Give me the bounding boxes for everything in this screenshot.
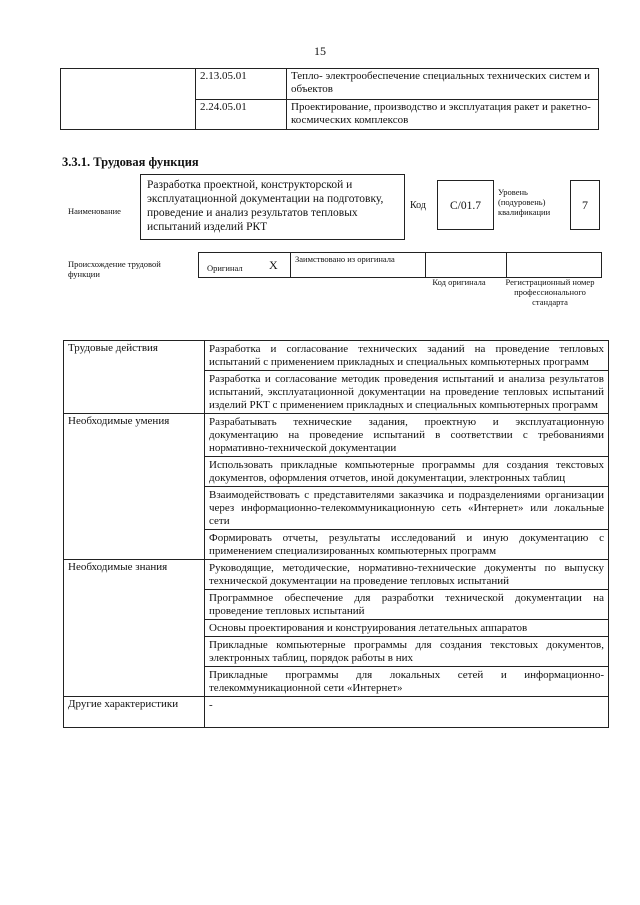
divider	[290, 253, 291, 277]
origin-box	[198, 252, 602, 278]
detail-item: Использовать прикладные компьютерные программы для создания текстовых документов, оформления отчетов, иной документации, электронных таблиц	[205, 457, 609, 487]
code-original-caption: Код оригинала	[432, 277, 486, 287]
registration-caption: Регистрационный номер профессионального стандарта	[505, 277, 595, 307]
detail-item: Разрабатывать технические задания, проектную и эксплуатационную документацию на проведение испытаний в соответствии с требованиями нормативно-технической документации	[205, 414, 609, 457]
table-row	[64, 341, 609, 371]
row-label: Необходимые умения	[64, 414, 205, 560]
detail-item: Программное обеспечение для разработки технической документации на проведение тепловых испытаний	[205, 590, 609, 620]
education-name: Проектирование, производство и эксплуатация ракет и ракетно-космических комплексов	[287, 100, 599, 130]
education-code: 2.24.05.01	[196, 100, 287, 130]
detail-item: Основы проектирования и конструирования летательных аппаратов	[205, 620, 609, 637]
original-mark: X	[269, 258, 278, 272]
detail-item: -	[205, 697, 609, 728]
table-row	[64, 697, 609, 728]
education-code: 2.13.05.01	[196, 69, 287, 100]
level-label: Уровень (подуровень) квалификации	[498, 187, 551, 217]
borrowed-label: Заимствовано из оригинала	[295, 254, 395, 264]
section-title: 3.3.1. Трудовая функция	[62, 155, 199, 169]
row-label: Другие характеристики	[64, 697, 205, 728]
detail-item: Разработка и согласование методик проведения испытаний и анализа результатов испытаний, эксплуатационной документации на проведение тепловых испытаний изделий РКТ с применением прикладных и специальных компьютерных программ	[205, 371, 609, 414]
function-code: C/01.7	[437, 180, 494, 230]
education-table	[60, 68, 599, 130]
row-label: Необходимые знания	[64, 560, 205, 697]
details-table	[63, 340, 609, 728]
detail-item: Прикладные программы для локальных сетей и информационно-телекоммуникационной сети «Интернет»	[205, 667, 609, 697]
qualification-level: 7	[570, 180, 600, 230]
table-row	[64, 414, 609, 457]
row-label: Трудовые действия	[64, 341, 205, 414]
divider	[506, 253, 507, 277]
detail-item: Прикладные компьютерные программы для создания текстовых документов, электронных таблиц, порядок работы в них	[205, 637, 609, 667]
original-label: Оригинал	[207, 263, 243, 273]
function-name: Разработка проектной, конструкторской и эксплуатационной документации на подготовку, проведение и анализ результатов тепловых испытаний изделий РКТ	[140, 174, 405, 240]
detail-item: Формировать отчеты, результаты исследований и иную документацию с применением специализированных компьютерных программ	[205, 530, 609, 560]
code-label: Код	[410, 200, 426, 211]
table-row	[61, 69, 599, 100]
education-name: Тепло- электрообеспечение специальных технических систем и объектов	[287, 69, 599, 100]
detail-item: Руководящие, методические, нормативно-технические документы по выпуску технической документации на проведение тепловых испытаний	[205, 560, 609, 590]
empty-cell	[61, 69, 196, 130]
origin-label: Происхождение трудовой функции	[68, 259, 161, 279]
name-label: Наименование	[68, 206, 121, 216]
detail-item: Взаимодействовать с представителями заказчика и подразделениями организации через информационно-телекоммуникационную сеть «Интернет» или локальные сети	[205, 487, 609, 530]
table-row	[64, 560, 609, 590]
divider	[425, 253, 426, 277]
page-number: 15	[314, 44, 326, 58]
detail-item: Разработка и согласование технических заданий на проведение тепловых испытаний с применением прикладных и специальных компьютерных программ	[205, 341, 609, 371]
